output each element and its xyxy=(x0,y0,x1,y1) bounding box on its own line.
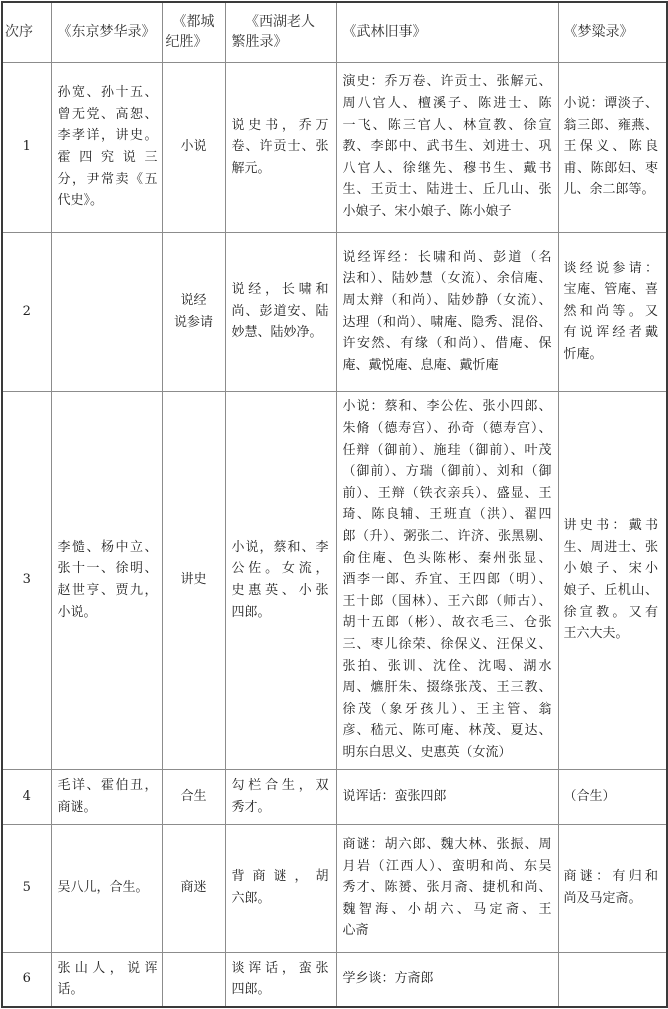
header-ducheng-jisheng xyxy=(162,2,225,62)
text-line: 小说，蔡和、李 xyxy=(231,539,329,555)
table-row xyxy=(2,769,667,824)
row-number: 5 xyxy=(22,880,31,896)
text-line: 《武林旧事》 xyxy=(342,24,427,41)
text-line: 小娘子、宋小娘子、陈小娘子 xyxy=(342,203,512,219)
row-number: 4 xyxy=(22,788,31,804)
cell-wulin-jiushi xyxy=(336,232,558,391)
text-line: 说经 xyxy=(180,292,207,308)
text-line: 霍四究说三 xyxy=(57,150,158,165)
text-line: 月岩（江西人）、蛮明和尚、东吴 xyxy=(342,858,552,874)
text-line: 俞住庵、色头陈彬、秦州张显、 xyxy=(342,550,552,566)
header-index xyxy=(2,2,51,62)
text-line: 话。 xyxy=(57,982,84,998)
header-dongjing-menghua-lu xyxy=(51,2,162,62)
text-line: 忻庵。 xyxy=(563,346,603,362)
text-line: 儿、余二郎等。 xyxy=(563,182,655,198)
text-line: 明东白思义、史惠英（女流） xyxy=(342,744,512,760)
text-line: 吴八儿，合生。 xyxy=(57,880,149,896)
cell-ducheng-jisheng xyxy=(162,232,225,391)
text-line: 说经诨经：长啸和尚、彭道（名 xyxy=(342,249,552,265)
text-line: 说史书，乔万 xyxy=(231,117,329,133)
text-line: 史惠英、小张 xyxy=(231,583,329,598)
text-line: 孙宽、孙十五、 xyxy=(57,85,158,101)
text-line: 讲史书：戴书 xyxy=(563,518,658,534)
text-line: 周八官人、檀溪子、陈进士、陈 xyxy=(342,96,552,112)
text-line: 然和尚等。又 xyxy=(563,303,658,319)
text-line: 三、枣儿徐荣、徐保义、汪保义、 xyxy=(342,636,552,652)
text-line: 郎（升）、粥张二、许济、张黑剔、 xyxy=(342,529,552,545)
text-line: （合生） xyxy=(563,788,616,804)
cell-ducheng-jisheng xyxy=(162,62,225,232)
cell-index xyxy=(2,62,51,232)
cell-dongjing-menghua-lu xyxy=(51,391,162,769)
text-line: 生、周进士、张 xyxy=(563,539,658,555)
text-line: 八官人、徐继先、穆书生、戴书 xyxy=(342,160,552,176)
cell-wulin-jiushi xyxy=(336,952,558,1007)
text-line: 甫、陈郎妇、枣 xyxy=(563,160,658,176)
text-line: 次序 xyxy=(5,24,33,41)
text-line: 秀才。 xyxy=(231,799,271,815)
text-line: 《梦粱录》 xyxy=(563,24,634,41)
text-line: 说诨话：蛮张四郎 xyxy=(342,788,447,804)
cell-index xyxy=(2,232,51,391)
text-line: 妙慧、陆妙净。 xyxy=(231,325,323,341)
header-row xyxy=(2,2,667,62)
text-line: 尚及马定斋。 xyxy=(563,891,642,906)
header-mengliang-lu xyxy=(558,2,667,62)
text-line: 徐宣教。又有 xyxy=(563,604,658,620)
text-line: 秀才、陈赟、张月斋、捷机和尚、 xyxy=(342,880,552,896)
text-line: 琦、陈良辅、王班直（洪）、翟四 xyxy=(342,507,552,523)
cell-ducheng-jisheng xyxy=(162,824,225,952)
text-line: 纪胜》 xyxy=(165,34,208,51)
cell-mengliang-lu xyxy=(558,769,667,824)
cell-mengliang-lu xyxy=(558,232,667,391)
text-line: 谈经说参请： xyxy=(563,260,658,276)
comparison-table xyxy=(1,1,668,1008)
text-line: 魏智海、小胡六、马定斋、王 xyxy=(342,901,552,917)
text-line: 说经，长啸和 xyxy=(231,282,329,298)
text-line: 小娘子、宋小 xyxy=(563,561,658,577)
text-line: 张十一、徐明、 xyxy=(57,561,158,577)
text-line: 讲史 xyxy=(180,572,207,588)
text-line: 商谜：有归和 xyxy=(563,869,658,885)
text-line: 法和）、陆妙慧（女流）、余信庵、 xyxy=(342,271,552,287)
table-row xyxy=(2,391,667,769)
cell-dongjing-menghua-lu xyxy=(51,824,162,952)
cell-dongjing-menghua-lu xyxy=(51,769,162,824)
text-line: 徐茂（象牙孩儿）、王主管、翁 xyxy=(342,701,552,717)
text-line: 公佐。女流， xyxy=(231,561,329,577)
text-line: 教、李郎中、武书生、刘进士、巩 xyxy=(342,139,552,155)
cell-mengliang-lu xyxy=(558,952,667,1007)
cell-wulin-jiushi xyxy=(336,824,558,952)
text-line: 代史》。 xyxy=(57,193,104,209)
text-line: 演史：乔万卷、许贡士、张解元、 xyxy=(342,74,552,90)
cell-index xyxy=(2,824,51,952)
text-line: 曾无党、高恕、 xyxy=(57,106,158,122)
text-line: 合生 xyxy=(180,788,207,804)
text-line: 《东京梦华录》 xyxy=(57,24,156,41)
table-row xyxy=(2,952,667,1007)
cell-wulin-jiushi xyxy=(336,62,558,232)
text-line: 尚、彭道安、陆 xyxy=(231,303,329,319)
text-line: （御前）、方瑞（御前）、刘和（御 xyxy=(342,464,552,480)
text-line: 宝庵、管庵、喜 xyxy=(563,282,658,298)
text-line: 商谜。 xyxy=(57,799,97,815)
text-line: 《西湖老人 xyxy=(245,14,315,31)
cell-dongjing-menghua-lu xyxy=(51,232,162,391)
cell-index xyxy=(2,952,51,1007)
cell-wulin-jiushi xyxy=(336,769,558,824)
text-line: 小说：蔡和、李公佐、张小四郎、 xyxy=(342,399,552,415)
cell-xihu-laoren-fanshenglu xyxy=(225,391,336,769)
text-line: 勾栏合生，双 xyxy=(231,777,329,793)
table-row xyxy=(2,232,667,391)
text-line: 周、爊肝朱、掇绦张茂、王三教、 xyxy=(342,680,552,696)
text-line: 说参请 xyxy=(173,314,213,330)
text-line: 张山人，说诨 xyxy=(57,960,158,976)
cell-ducheng-jisheng xyxy=(162,391,225,769)
cell-xihu-laoren-fanshenglu xyxy=(225,824,336,952)
text-line: 六郎。 xyxy=(231,891,271,906)
cell-index xyxy=(2,769,51,824)
text-line: 小说。 xyxy=(57,604,97,620)
text-line: 许安然、有缘（和尚）、借庵、保 xyxy=(342,336,552,352)
text-line: 达理（和尚）、啸庵、隐秀、混俗、 xyxy=(342,314,552,330)
text-line: 胡十五郎（彬）、故衣毛三、仓张 xyxy=(342,615,552,631)
text-line: 有说诨经者戴 xyxy=(563,325,658,341)
table-row xyxy=(2,824,667,952)
text-line: 酒李一郎、乔宜、王四郎（明）、 xyxy=(342,572,552,588)
header-wulin-jiushi xyxy=(336,2,558,62)
text-line: 王十郎（国林）、王六郎（师古）、 xyxy=(342,593,552,609)
text-line: 彦、嵇元、陈可庵、林茂、夏达、 xyxy=(342,723,552,739)
text-line: 王保义、陈良 xyxy=(563,139,658,155)
cell-mengliang-lu xyxy=(558,391,667,769)
cell-index xyxy=(2,391,51,769)
text-line: 张拍、张训、沈佺、沈喝、湖水 xyxy=(342,658,552,674)
row-number: 1 xyxy=(22,139,31,155)
text-line: 四郎。 xyxy=(231,604,271,620)
cell-xihu-laoren-fanshenglu xyxy=(225,62,336,232)
cell-xihu-laoren-fanshenglu xyxy=(225,952,336,1007)
text-line: 前）、王辩（铁衣亲兵）、盛显、王 xyxy=(342,485,552,501)
cell-ducheng-jisheng xyxy=(162,952,225,1007)
text-line: 解元。 xyxy=(231,160,271,176)
text-line: 背商谜，胡 xyxy=(231,869,329,885)
text-line: 分，尹常卖《五 xyxy=(57,171,158,187)
text-line: 王六大夫。 xyxy=(563,626,629,642)
cell-dongjing-menghua-lu xyxy=(51,952,162,1007)
text-line: 学乡谈：方斋郎 xyxy=(342,971,434,987)
text-line: 赵世亨、贾九， xyxy=(57,583,158,598)
text-line: 谈诨话，蛮张 xyxy=(231,960,329,976)
text-line: 小说：谭淡子、 xyxy=(563,96,658,112)
text-line: 心斋 xyxy=(342,923,369,939)
text-line: 小说 xyxy=(180,139,207,155)
text-line: 繁胜录》 xyxy=(231,34,288,51)
text-line: 《都城 xyxy=(172,14,215,31)
text-line: 毛详、霍伯丑， xyxy=(57,777,158,793)
text-line: 翁三郎、雍燕、 xyxy=(563,117,658,133)
text-line: 一飞、陈三官人、林宣教、徐宣 xyxy=(342,117,552,133)
text-line: 庵、戴悦庵、息庵、戴忻庵 xyxy=(342,357,499,373)
row-number: 2 xyxy=(22,303,31,319)
header-xihu-laoren-fanshenglu xyxy=(225,2,336,62)
text-line: 商谜：胡六郎、魏大林、张振、周 xyxy=(342,837,552,853)
cell-wulin-jiushi xyxy=(336,391,558,769)
table-row xyxy=(2,62,667,232)
row-number: 3 xyxy=(22,572,31,588)
cell-ducheng-jisheng xyxy=(162,769,225,824)
text-line: 朱脩（德寿宫）、孙奇（德寿宫）、 xyxy=(342,421,552,437)
text-line: 商迷 xyxy=(180,880,207,896)
text-line: 四郎。 xyxy=(231,982,271,998)
text-line: 生、王贡士、陆进士、丘几山、张 xyxy=(342,182,552,198)
cell-mengliang-lu xyxy=(558,824,667,952)
text-line: 李孝详，讲史。 xyxy=(57,128,158,144)
text-line: 李慥、杨中立、 xyxy=(57,539,158,555)
cell-mengliang-lu xyxy=(558,62,667,232)
text-line: 卷、许贡士、张 xyxy=(231,139,329,155)
text-line: 娘子、丘机山、 xyxy=(563,583,658,598)
text-line: 任辩（御前）、施珪（御前）、叶茂 xyxy=(342,442,552,458)
cell-xihu-laoren-fanshenglu xyxy=(225,232,336,391)
cell-xihu-laoren-fanshenglu xyxy=(225,769,336,824)
cell-dongjing-menghua-lu xyxy=(51,62,162,232)
text-line: 周太辩（和尚）、陆妙静（女流）、 xyxy=(342,292,552,308)
row-number: 6 xyxy=(22,971,31,987)
